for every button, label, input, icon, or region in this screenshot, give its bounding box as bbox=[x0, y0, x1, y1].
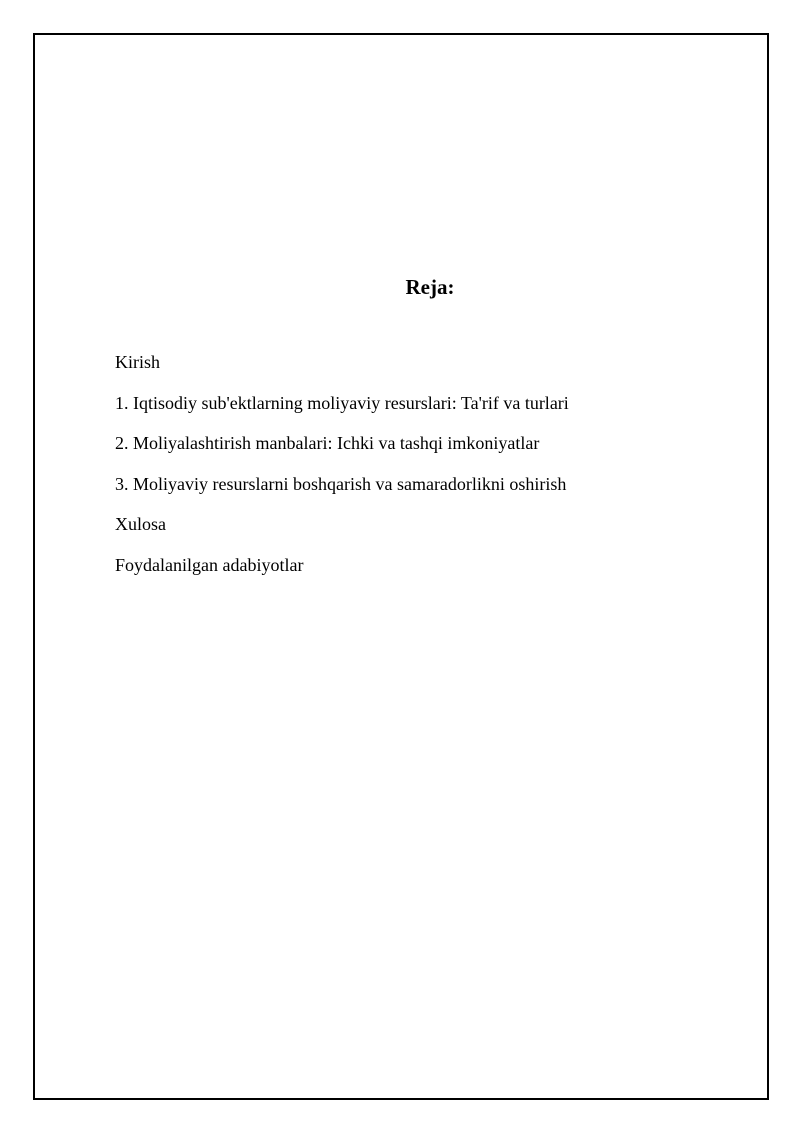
plan-list bbox=[115, 350, 569, 594]
plan-item-chapter-2: 2. Moliyalashtirish manbalari: Ichki va tashqi imkoniyatlar bbox=[115, 433, 540, 454]
plan-item-chapter-1: 1. Iqtisodiy sub'ektlarning moliyaviy resurslari: Ta'rif va turlari bbox=[115, 392, 569, 413]
page-title: Reja: bbox=[405, 275, 455, 299]
plan-item-chapter-3: 3. Moliyaviy resurslarni boshqarish va samaradorlikni oshirish bbox=[115, 473, 567, 494]
plan-item-conclusion: Xulosa bbox=[115, 514, 166, 535]
plan-item-references: Foydalanilgan adabiyotlar bbox=[115, 554, 304, 575]
plan-item-introduction: Kirish bbox=[115, 352, 160, 372]
